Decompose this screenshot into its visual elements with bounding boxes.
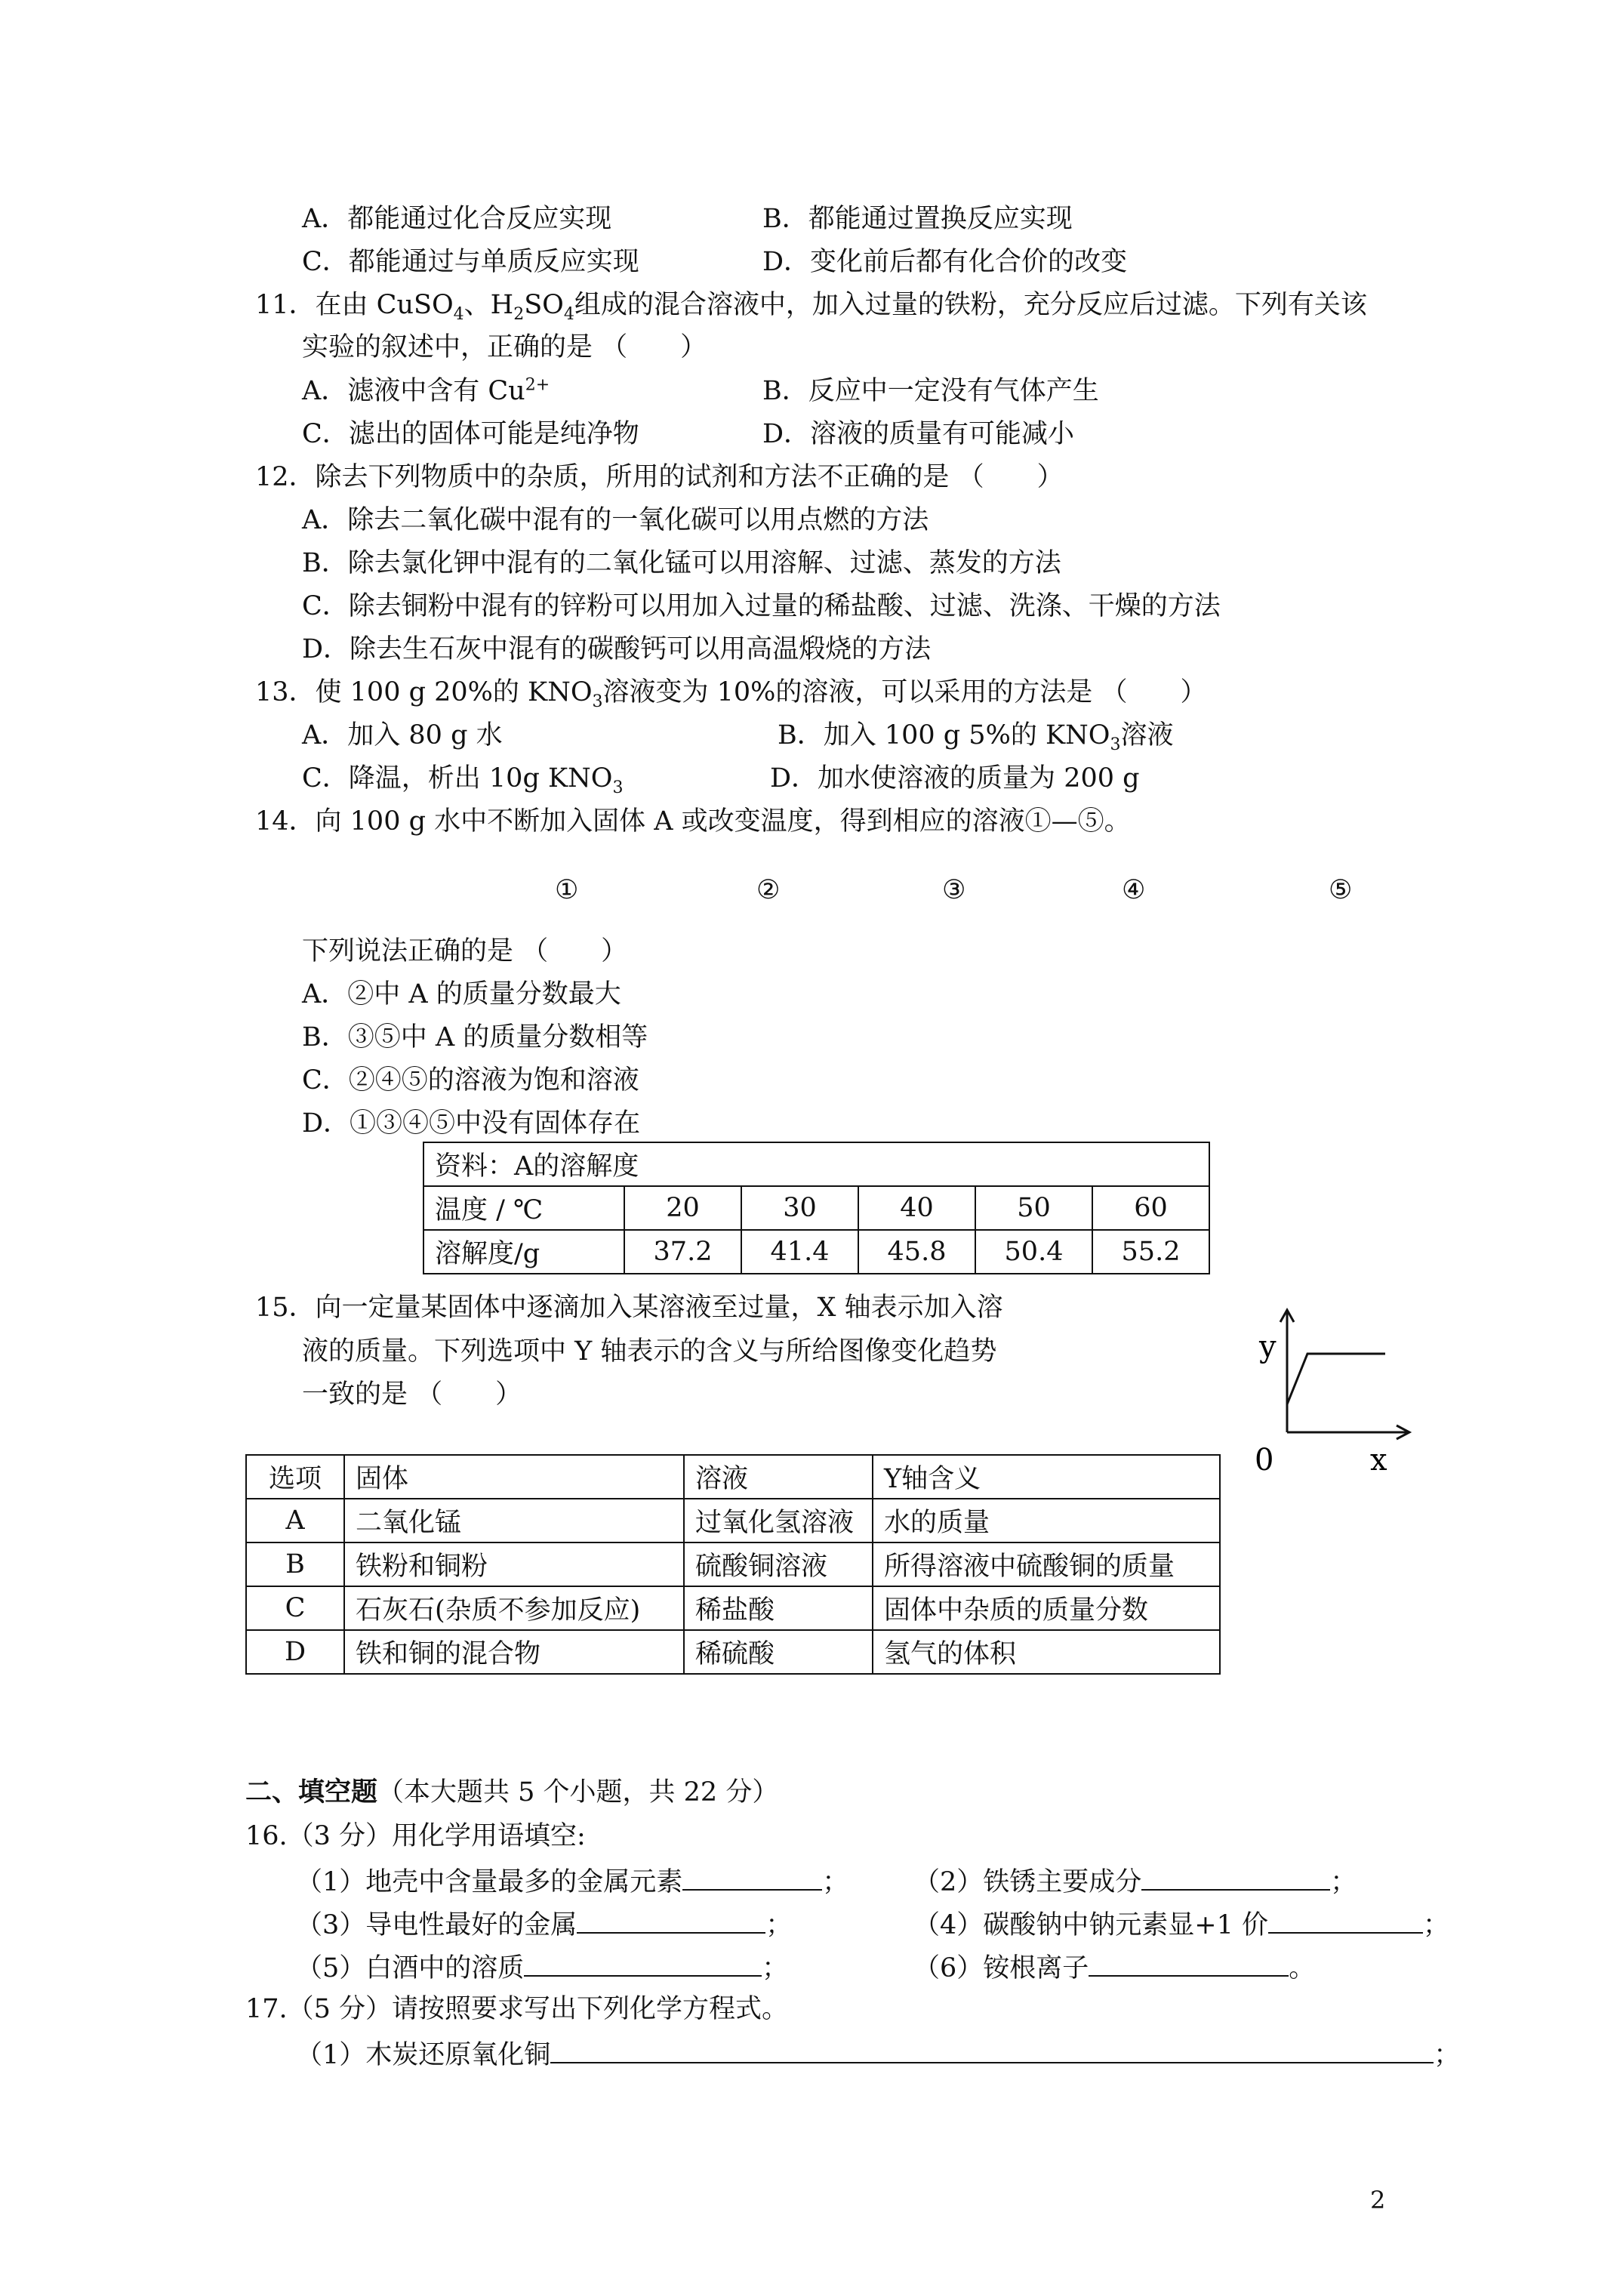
trend-line bbox=[1287, 1354, 1385, 1404]
answer-blank[interactable] bbox=[1268, 1906, 1423, 1934]
y-meaning-cell: 水的质量 bbox=[873, 1499, 1220, 1542]
q14-option-b: B．③⑤中 A 的质量分数相等 bbox=[302, 1022, 648, 1052]
solution-cell: 稀盐酸 bbox=[684, 1586, 873, 1630]
q14-mark-3: ③ bbox=[942, 875, 966, 905]
q14-option-d: D．①③④⑤中没有固体存在 bbox=[302, 1108, 641, 1139]
solubility-cell: 50.4 bbox=[975, 1230, 1092, 1274]
q12-option-b: B．除去氯化钾中混有的二氧化锰可以用溶解、过滤、蒸发的方法 bbox=[302, 548, 1061, 578]
q15-stem-line1: 15．向一定量某固体中逐滴加入某溶液至过量，X 轴表示加入溶 bbox=[255, 1293, 1003, 1323]
q11-stem: 11．在由 CuSO$_4$、$H_2SO_4$组成的混合溶液中，加入过量的铁粉，充分反应后过滤。下列有关该 bbox=[255, 290, 1367, 324]
solubility-table-caption: 资料：A的溶解度 bbox=[423, 1142, 1209, 1186]
q14-option-a: A．②中 A 的质量分数最大 bbox=[302, 979, 621, 1009]
solid-cell: 铁粉和铜粉 bbox=[344, 1542, 684, 1586]
y-meaning-cell: 所得溶液中硫酸铜的质量 bbox=[873, 1542, 1220, 1586]
q13-option-d: D．加水使溶液的质量为 200 g bbox=[770, 763, 1140, 794]
temperature-cell: 30 bbox=[741, 1186, 858, 1230]
page-number: 2 bbox=[1370, 2186, 1386, 2214]
q13-stem: 13．使 100 g 20%的 $KNO_3$溶液变为 10%的溶液，可以采用的方法是 （ ） bbox=[255, 677, 1207, 711]
answer-blank[interactable] bbox=[1141, 1863, 1330, 1891]
answer-blank[interactable] bbox=[577, 1906, 765, 1934]
q14-mark-4: ④ bbox=[1122, 875, 1146, 905]
q10-option-b: B．都能通过置换反应实现 bbox=[762, 204, 1073, 234]
q16-item-4: （4）碳酸钠中钠元素显+1 价 ； bbox=[913, 1906, 1449, 1942]
q14-mark-5: ⑤ bbox=[1329, 875, 1353, 905]
table-row bbox=[246, 1630, 1220, 1674]
option-cell: C bbox=[246, 1586, 344, 1630]
solid-cell: 石灰石(杂质不参加反应) bbox=[344, 1586, 684, 1630]
q14-option-c: C．②④⑤的溶液为饱和溶液 bbox=[302, 1065, 639, 1096]
x-axis-label: x bbox=[1370, 1443, 1387, 1476]
q16-item-2: （2）铁锈主要成分 ； bbox=[913, 1863, 1357, 1899]
q13-option-b: B．加入 100 g 5%的 $KNO_3$溶液 bbox=[778, 720, 1174, 754]
q15-stem-line3: 一致的是 （ ） bbox=[302, 1379, 522, 1410]
q15-options-table bbox=[245, 1454, 1221, 1675]
q12-option-a: A．除去二氧化碳中混有的一氧化碳可以用点燃的方法 bbox=[302, 505, 929, 535]
q16-item-5: （5）白酒中的溶质 ； bbox=[296, 1949, 788, 1985]
q10-option-d: D．变化前后都有化合价的改变 bbox=[762, 247, 1128, 277]
solubility-cell: 45.8 bbox=[858, 1230, 975, 1274]
option-cell: A bbox=[246, 1499, 344, 1542]
section-2-title: 二、填空题（本大题共 5 个小题，共 22 分） bbox=[245, 1777, 779, 1808]
q16-item-3: （3）导电性最好的金属 ； bbox=[296, 1906, 792, 1942]
table-row bbox=[246, 1542, 1220, 1586]
solubility-cell: 55.2 bbox=[1092, 1230, 1209, 1274]
q10-option-a: A．都能通过化合反应实现 bbox=[302, 204, 612, 234]
q17-stem: 17.（5 分）请按照要求写出下列化学方程式。 bbox=[245, 1994, 789, 2024]
solution-cell: 稀硫酸 bbox=[684, 1630, 873, 1674]
temperature-cell: 40 bbox=[858, 1186, 975, 1230]
answer-blank[interactable] bbox=[550, 2036, 1434, 2063]
q12-stem: 12．除去下列物质中的杂质，所用的试剂和方法不正确的是 （ ） bbox=[255, 462, 1064, 492]
answer-blank[interactable] bbox=[682, 1863, 822, 1891]
solubility-cell: 41.4 bbox=[741, 1230, 858, 1274]
q15-stem-line2: 液的质量。下列选项中 Y 轴表示的含义与所给图像变化趋势 bbox=[302, 1336, 997, 1367]
solubility-row-label: 溶解度/g bbox=[423, 1230, 624, 1274]
header-cell: 选项 bbox=[246, 1455, 344, 1499]
y-meaning-cell: 氢气的体积 bbox=[873, 1630, 1220, 1674]
q12-option-d: D．除去生石灰中混有的碳酸钙可以用高温煅烧的方法 bbox=[302, 634, 932, 664]
answer-blank[interactable] bbox=[524, 1949, 762, 1977]
solubility-table bbox=[423, 1142, 1210, 1274]
y-meaning-cell: 固体中杂质的质量分数 bbox=[873, 1586, 1220, 1630]
q14-mark-1: ① bbox=[555, 875, 579, 905]
origin-label: 0 bbox=[1255, 1443, 1274, 1476]
option-cell: D bbox=[246, 1630, 344, 1674]
q11-option-d: D．溶液的质量有可能减小 bbox=[762, 419, 1075, 449]
header-cell: 固体 bbox=[344, 1455, 684, 1499]
solubility-cell: 37.2 bbox=[624, 1230, 741, 1274]
q17-item-1: （1）木炭还原氧化铜 ； bbox=[296, 2036, 1460, 2072]
q11-option-c: C．滤出的固体可能是纯净物 bbox=[302, 419, 639, 449]
q11-stem-line2: 实验的叙述中，正确的是 （ ） bbox=[302, 332, 707, 362]
q16-stem: 16.（3 分）用化学用语填空: bbox=[245, 1821, 586, 1851]
y-axis-label: y bbox=[1259, 1330, 1277, 1364]
q14-prompt: 下列说法正确的是 （ ） bbox=[302, 936, 628, 966]
temperature-cell: 60 bbox=[1092, 1186, 1209, 1230]
q13-option-a: A．加入 80 g 水 bbox=[302, 720, 503, 750]
q14-stem: 14．向 100 g 水中不断加入固体 A 或改变温度，得到相应的溶液①—⑤。 bbox=[255, 806, 1131, 837]
q10-option-c: C．都能通过与单质反应实现 bbox=[302, 247, 639, 277]
solution-cell: 硫酸铜溶液 bbox=[684, 1542, 873, 1586]
q15-trend-graph bbox=[1253, 1302, 1419, 1476]
q14-mark-2: ② bbox=[756, 875, 781, 905]
table-row bbox=[246, 1586, 1220, 1630]
header-cell: 溶液 bbox=[684, 1455, 873, 1499]
q11-option-b: B．反应中一定没有气体产生 bbox=[762, 376, 1099, 406]
temperature-cell: 20 bbox=[624, 1186, 741, 1230]
table-row bbox=[246, 1499, 1220, 1542]
solution-cell: 过氧化氢溶液 bbox=[684, 1499, 873, 1542]
q13-option-c: C．降温，析出 10g $KNO_3$ bbox=[302, 763, 624, 797]
q16-item-1: （1）地壳中含量最多的金属元素 ； bbox=[296, 1863, 848, 1899]
temperature-cell: 50 bbox=[975, 1186, 1092, 1230]
solid-cell: 铁和铜的混合物 bbox=[344, 1630, 684, 1674]
option-cell: B bbox=[246, 1542, 344, 1586]
q12-option-c: C．除去铜粉中混有的锌粉可以用加入过量的稀盐酸、过滤、洗涤、干燥的方法 bbox=[302, 591, 1221, 621]
answer-blank[interactable] bbox=[1089, 1949, 1289, 1977]
q11-option-a: A．滤液中含有 $Cu^{2+}$ bbox=[302, 375, 550, 406]
q16-item-6: （6）铵根离子 。 bbox=[913, 1949, 1315, 1985]
temperature-row-label: 温度 / ℃ bbox=[423, 1186, 624, 1230]
solid-cell: 二氧化锰 bbox=[344, 1499, 684, 1542]
header-cell: Y轴含义 bbox=[873, 1455, 1220, 1499]
